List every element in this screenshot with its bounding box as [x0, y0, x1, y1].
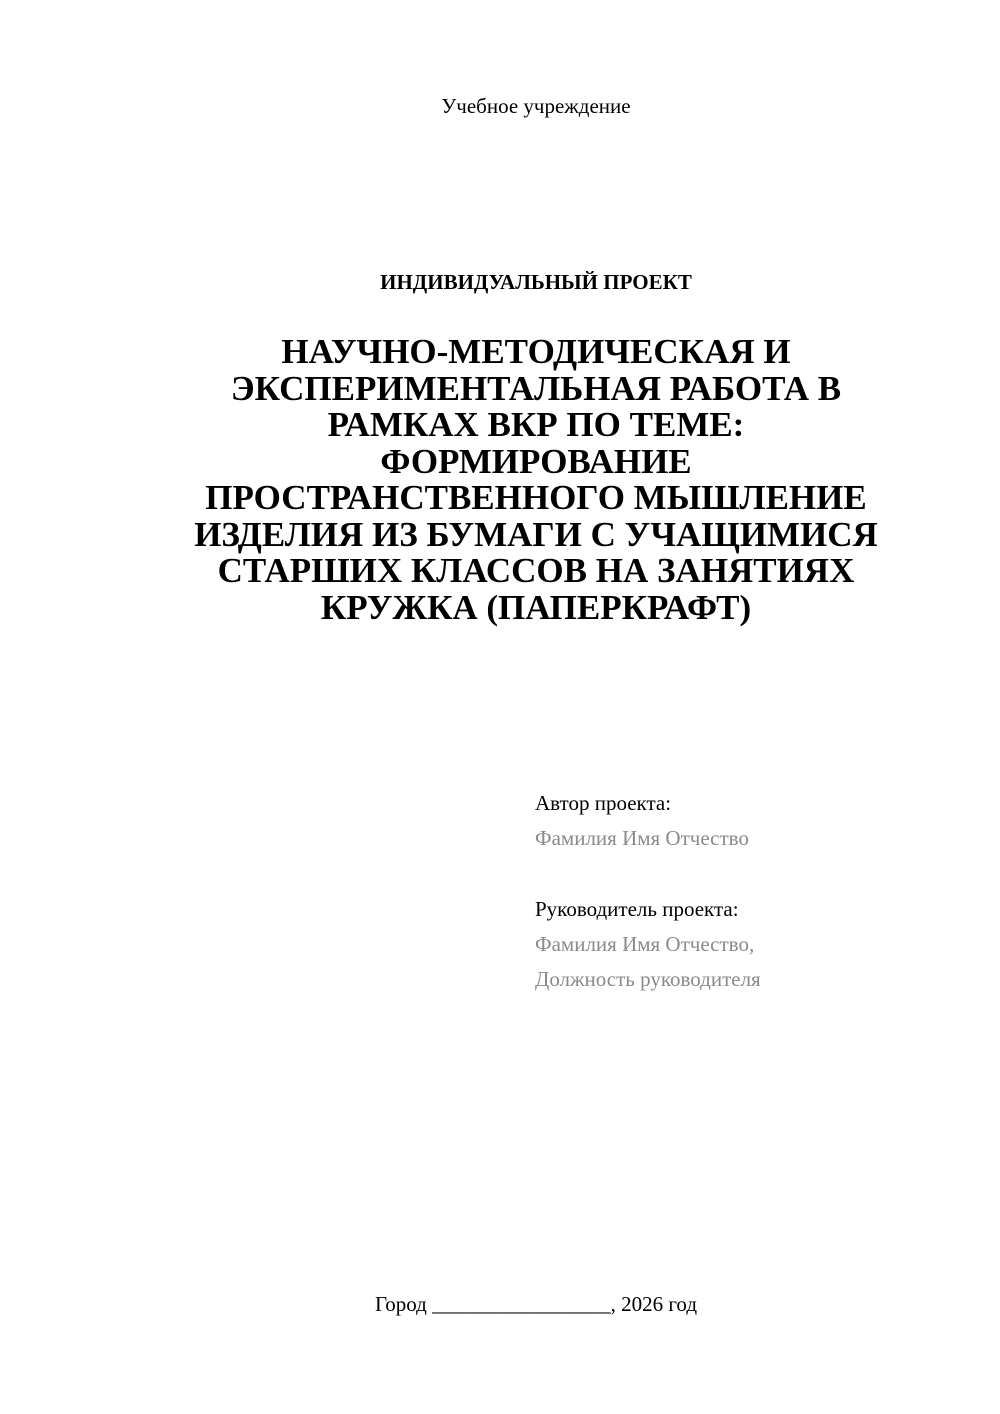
- supervisor-label: Руководитель проекта:: [535, 897, 739, 921]
- title-line: НАУЧНО-МЕТОДИЧЕСКАЯ И: [281, 332, 791, 371]
- supervisor-name: Фамилия Имя Отчество,: [535, 932, 755, 956]
- title-line: ЭКСПЕРИМЕНТАЛЬНАЯ РАБОТА В: [230, 368, 842, 408]
- supervisor-position: Должность руководителя: [535, 967, 761, 991]
- project-title: [130, 334, 942, 626]
- author-label: Автор проекта:: [535, 791, 672, 815]
- institution-name: Учебное учреждение: [441, 94, 631, 118]
- title-line: ФОРМИРОВАНИЕ: [380, 441, 692, 481]
- title-line: ПРОСТРАНСТВЕННОГО МЫШЛЕНИЕ: [205, 478, 867, 517]
- city-year-line: Город _________________, 2026 год: [374, 1292, 698, 1316]
- title-line: РАМКАХ ВКР ПО ТЕМЕ:: [327, 405, 745, 444]
- project-type-heading: ИНДИВИДУАЛЬНЫЙ ПРОЕКТ: [380, 270, 692, 294]
- author-name: Фамилия Имя Отчество: [535, 826, 749, 850]
- authors-block: [535, 786, 975, 997]
- title-line: СТАРШИХ КЛАССОВ НА ЗАНЯТИЯХ: [217, 551, 855, 590]
- title-line: КРУЖКА (ПАПЕРКРАФТ): [320, 587, 752, 627]
- title-line: ИЗДЕЛИЯ ИЗ БУМАГИ С УЧАЩИМИСЯ: [194, 514, 878, 554]
- spacer: [535, 856, 975, 892]
